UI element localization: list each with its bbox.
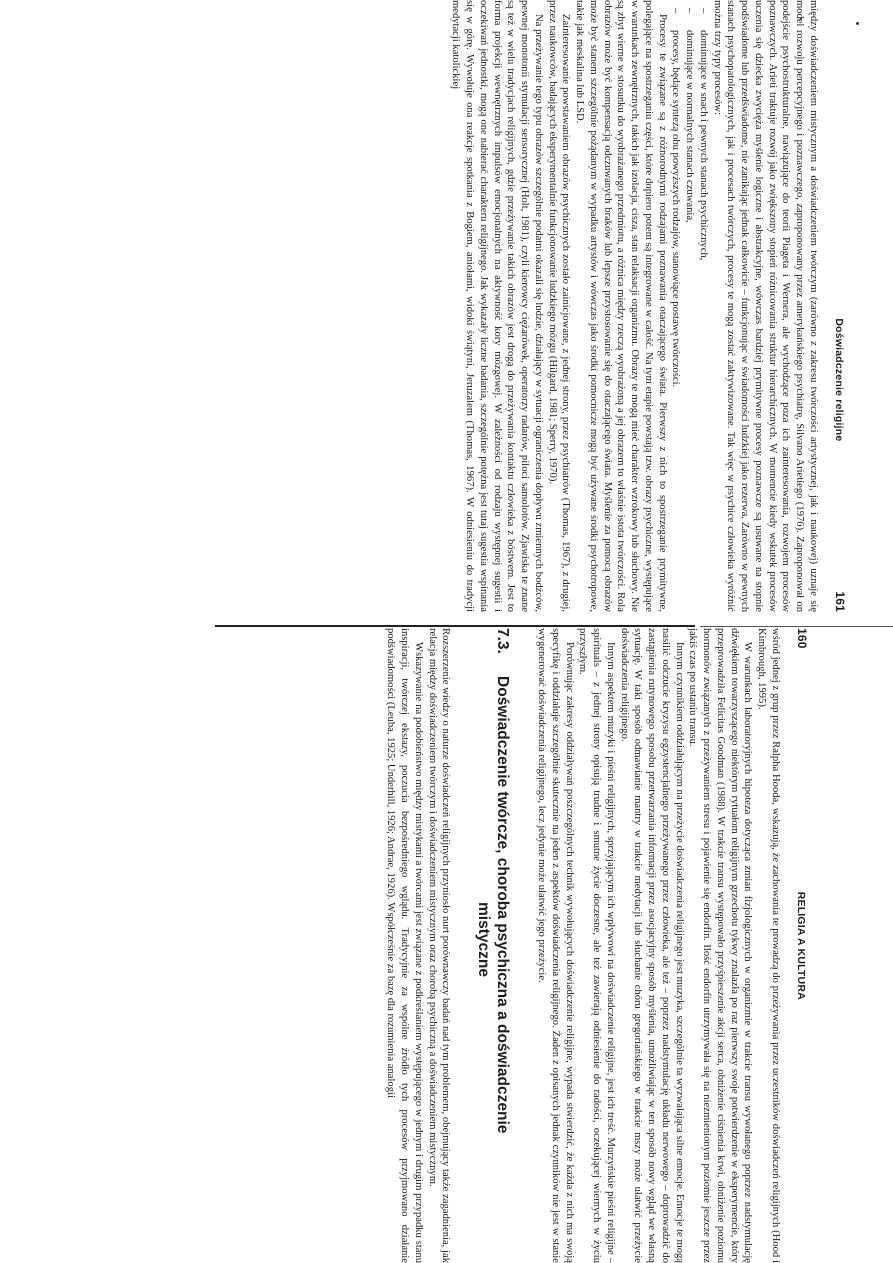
running-head [830,0,846,612]
list-item: – procesy, będące syntezą obu powyższych rodzajów, stanowiące postawę twórczości. [669,0,683,612]
paragraph: Wskazywanie na podobieństwo między mistykami a twórcami jest związane z podkreślaniem występującego w jednym i drugim przypadku stanu inspiracji, twórczej ekstazy, poczucia bezpośredniego wglądu. Tradycyjnie za wspólne źródło tych procesów przyjmowano działanie podświadomości (Leuba, 1925; Underhill, 1926; Andrae, 1926). Współcześnie za bazę dla rozumienia analogii [385,628,424,1263]
page-body [449,0,820,612]
list-item: – dominujące w snach i pewnych stanach psychicznych, [696,0,710,612]
section-heading [475,628,513,1263]
section-number: 7.3. [494,628,512,654]
gutter-shadow-line [215,625,695,627]
process-type-list [669,0,710,612]
section-title-line1: Doświadczenie twórcze, choroba psychiczna a doświadczenie [494,676,512,1134]
page-number: 161 [833,591,847,612]
paragraph: Na przeżywanie tego typu obrazów szczególnie podatni okazali się ludzie, działający w sytuacji ograniczenia dopływu zmiennych bodźców, pewnej monotonii stymulacji sensorycznej (Holt, 1981), czyli kierowcy ciężarówek, operatorzy radarów, piloci samolotów. Zjawiska te znane są też w wielu tradycjach religijnych, gdzie przeżywanie takich obrazów jest drogą do przeżywania kontaktu człowieka z bóstwem. Jest to forma projekcji wewnętrznych impulsów emocjonalnych na aktywność kory mózgowej. W zależności od rodzaju występnej sugestii i oczekiwań jednostki, mogą one nabierać charakteru religijnego. Jak wykazały liczne badania, szczególnie potężna jest tutaj sugestia wspinania się w górę. Wywołuje ona reakcje spotkania z Bogiem, aniołami, widoki świątyni, Jeruzalem (Thomas, 1967). W odniesieniu do tradycji medytacji katolickiej [450,0,544,612]
scan-speck [856,22,859,25]
book-page-161 [86,0,846,612]
paragraph: Procesy te związane są z różnorodnymi rodzajami poznawania otaczającego świata. Pierwszy z nich to spostrzeganie prymitywne, polegające na spostrzeganiu części, które dopiero potem są integrowane w całość. Na tym etapie powstają tzw. obrazy psychiczne, występujące w warunkach zewnętrznych, takich jak izolacja, cisza, stan relaksacji organizmu. Obrazy te mogą mieć charakter wzrokowy lub słuchowy. Nie są zbyt wierne w stosunku do wyobrażanego przedmiotu, a różnica między rzeczą wyobrażoną a jej obrazem to właśnie istota twórczości. Rola obrazów może być kompensacją odczuwanych braków lub lepsze przystosowanie się do otaczającego świata. Myślenie za pomocą obrazów może być stanem szczególnie pożądanym w wypadku artystów i wówczas jako środki pomocnicze mogą być używane środki psychotropowe, takie jak meskalina lub LSD. [574,0,668,612]
paragraph: Zainteresowanie powstawaniem obrazów psychicznych zostało zainicjowane, z jednej strony, przez psychiatrów (Thomas, 1967), z drugiej, przez naukowców, badających eksperymentalnie funkcjonowanie ludzkiego mózgu (Hilgard, 1981; Sperry, 1970). [546,0,572,612]
list-item: – dominujące w normalnych stanach czuwania, [683,0,697,612]
paragraph: Porównując zakresy oddziaływań poszczególnych technik wywołujących doświadczenie religijne, wypada stwierdzić, że każda z nich ma swoją specyfikę i oddziałuje szczególnie skutecznie na jeden z aspektów doświadczenia religijnego. Żaden z opisanych jednak czynników nie jest w stanie wygenerować doświadczenia religijnego, lecz jedynie może ułatwić jego przeżycie. [536,628,575,1263]
paragraph: Innym aspektem muzyki i pieśni religijnych, sprzyjającym ich wpływowi na doświadczenie religijne, jest ich treść. Murzyńskie pieśni religijne – spirituals – z jednej strony opisują trudne i smutne życie doczesne, ale też zawierają odniesienie do radości, oczekującej wiernych w życiu przyszłym. [577,628,616,1263]
page-number: 160 [795,628,809,649]
gutter-shadow-line-faint [700,626,893,627]
book-page-160 [40,628,808,1263]
page-body [384,628,782,1263]
running-title: Doświadczenie religijne [833,318,845,442]
section-title-line2: mistyczne [475,902,493,977]
paragraph: między doświadczeniem mistycznym a doświadczeniem twórczym (zarówno z zakresu twórczości artystycznej, jak i naukowej) uznaje się model rozwoju percepcyjnego i poznawczego, zaproponowany przez amerykańskiego psychiatrę, Silvano Arietiego (1976). Zaproponował on podejście psychostrukturalne, nawiązujące do teorii Piageta i Wernera, ale wychodzące poza ich zainteresowania, rozwojem procesów poznawczych. Arieti traktuje rozwój jako zwiększony stopień różnicowania struktur hierarchicznych. W momencie kiedy wskutek procesów uczenia się dziecka zwycięża myślenie logiczne i abstrakcyjne, wówczas bardziej prymitywne procesy poznawcze są usuwane na stopnie podświadome lub przedświadome, nie zanikając jednak całkowicie – funkcjonując w świadomości ludzkiej jako rezerwa. Zarówno w pewnych stanach psychopatologicznych, jak i procesach twórczych, procesy te mogą zostać zaktywizowane. Tak więc w psychice człowieka wyróżnić można trzy typy procesów: [711,0,819,612]
paragraph: W warunkach laboratoryjnych hipoteza dotycząca zmian fizjologicznych w organizmie w trakcie transu wywołanego poprzez nadstymulację dźwiękiem towarzyszącego niektórym rytuałom religijnym grzechotu tykwy znalazła po raz pierwszy swoje potwierdzenie w eksperymencie, który przeprowadziła Felicitas Goodman (1988). W trakcie transu występowało przyśpieszenie akcji serca, obniżenie ciśnienia krwi, obniżenie poziomu hormonów związanych z przeżywaniem stresu i pojawienie się endorfin. Ilość endorfin utrzymywała się na niezmienionym poziomie jeszcze przez jakiś czas po ustaniu transu. [687,628,754,1263]
paragraph: Innym czynnikiem oddziałującym na przeżycie doświadczenia religijnego jest muzyka, szczególnie ta wyzwalająca silne emocje. Emocje te mogą nasilić odczucie kryzysu egzystencjalnego przeżywanego przez człowieka, ale też – poprzez nadstymulację układu nerwowego – doprowadzić do zastąpienia rutynowego sposobu przetwarzania informacji przez asocjacyjny sposób myślenia, umożliwiając w ten sposób nowy wgląd we własną sytuację. W taki sposób odmawianie mantry w trakcie medytacji lub słuchanie chóru gregoriańskiego w trakcie mszy może ułatwić przeżycie doświadczenia religijnego. [618,628,685,1263]
paragraph: wśród jednej z grup przez Ralpha Hooda, wskazują, że zachowania te prowadzą do przeżywania przez uczestników doświadczeń religijnych (Hood i Kimbrough, 1995). [756,628,781,1263]
running-head [792,628,808,1263]
paragraph: Rozszerzenie wiedzy o naturze doświadczeń religijnych przyniosło nurt porównawczy badań nad tym problemem, obejmujący także zagadnienia, jak relacja między doświadczeniem twórczym i doświadczeniem mistycznym oraz chorobą psychiczną a doświadczeniem mistycznym. [426,628,452,1263]
running-title: RELIGIA A KULTURA [795,891,807,1000]
